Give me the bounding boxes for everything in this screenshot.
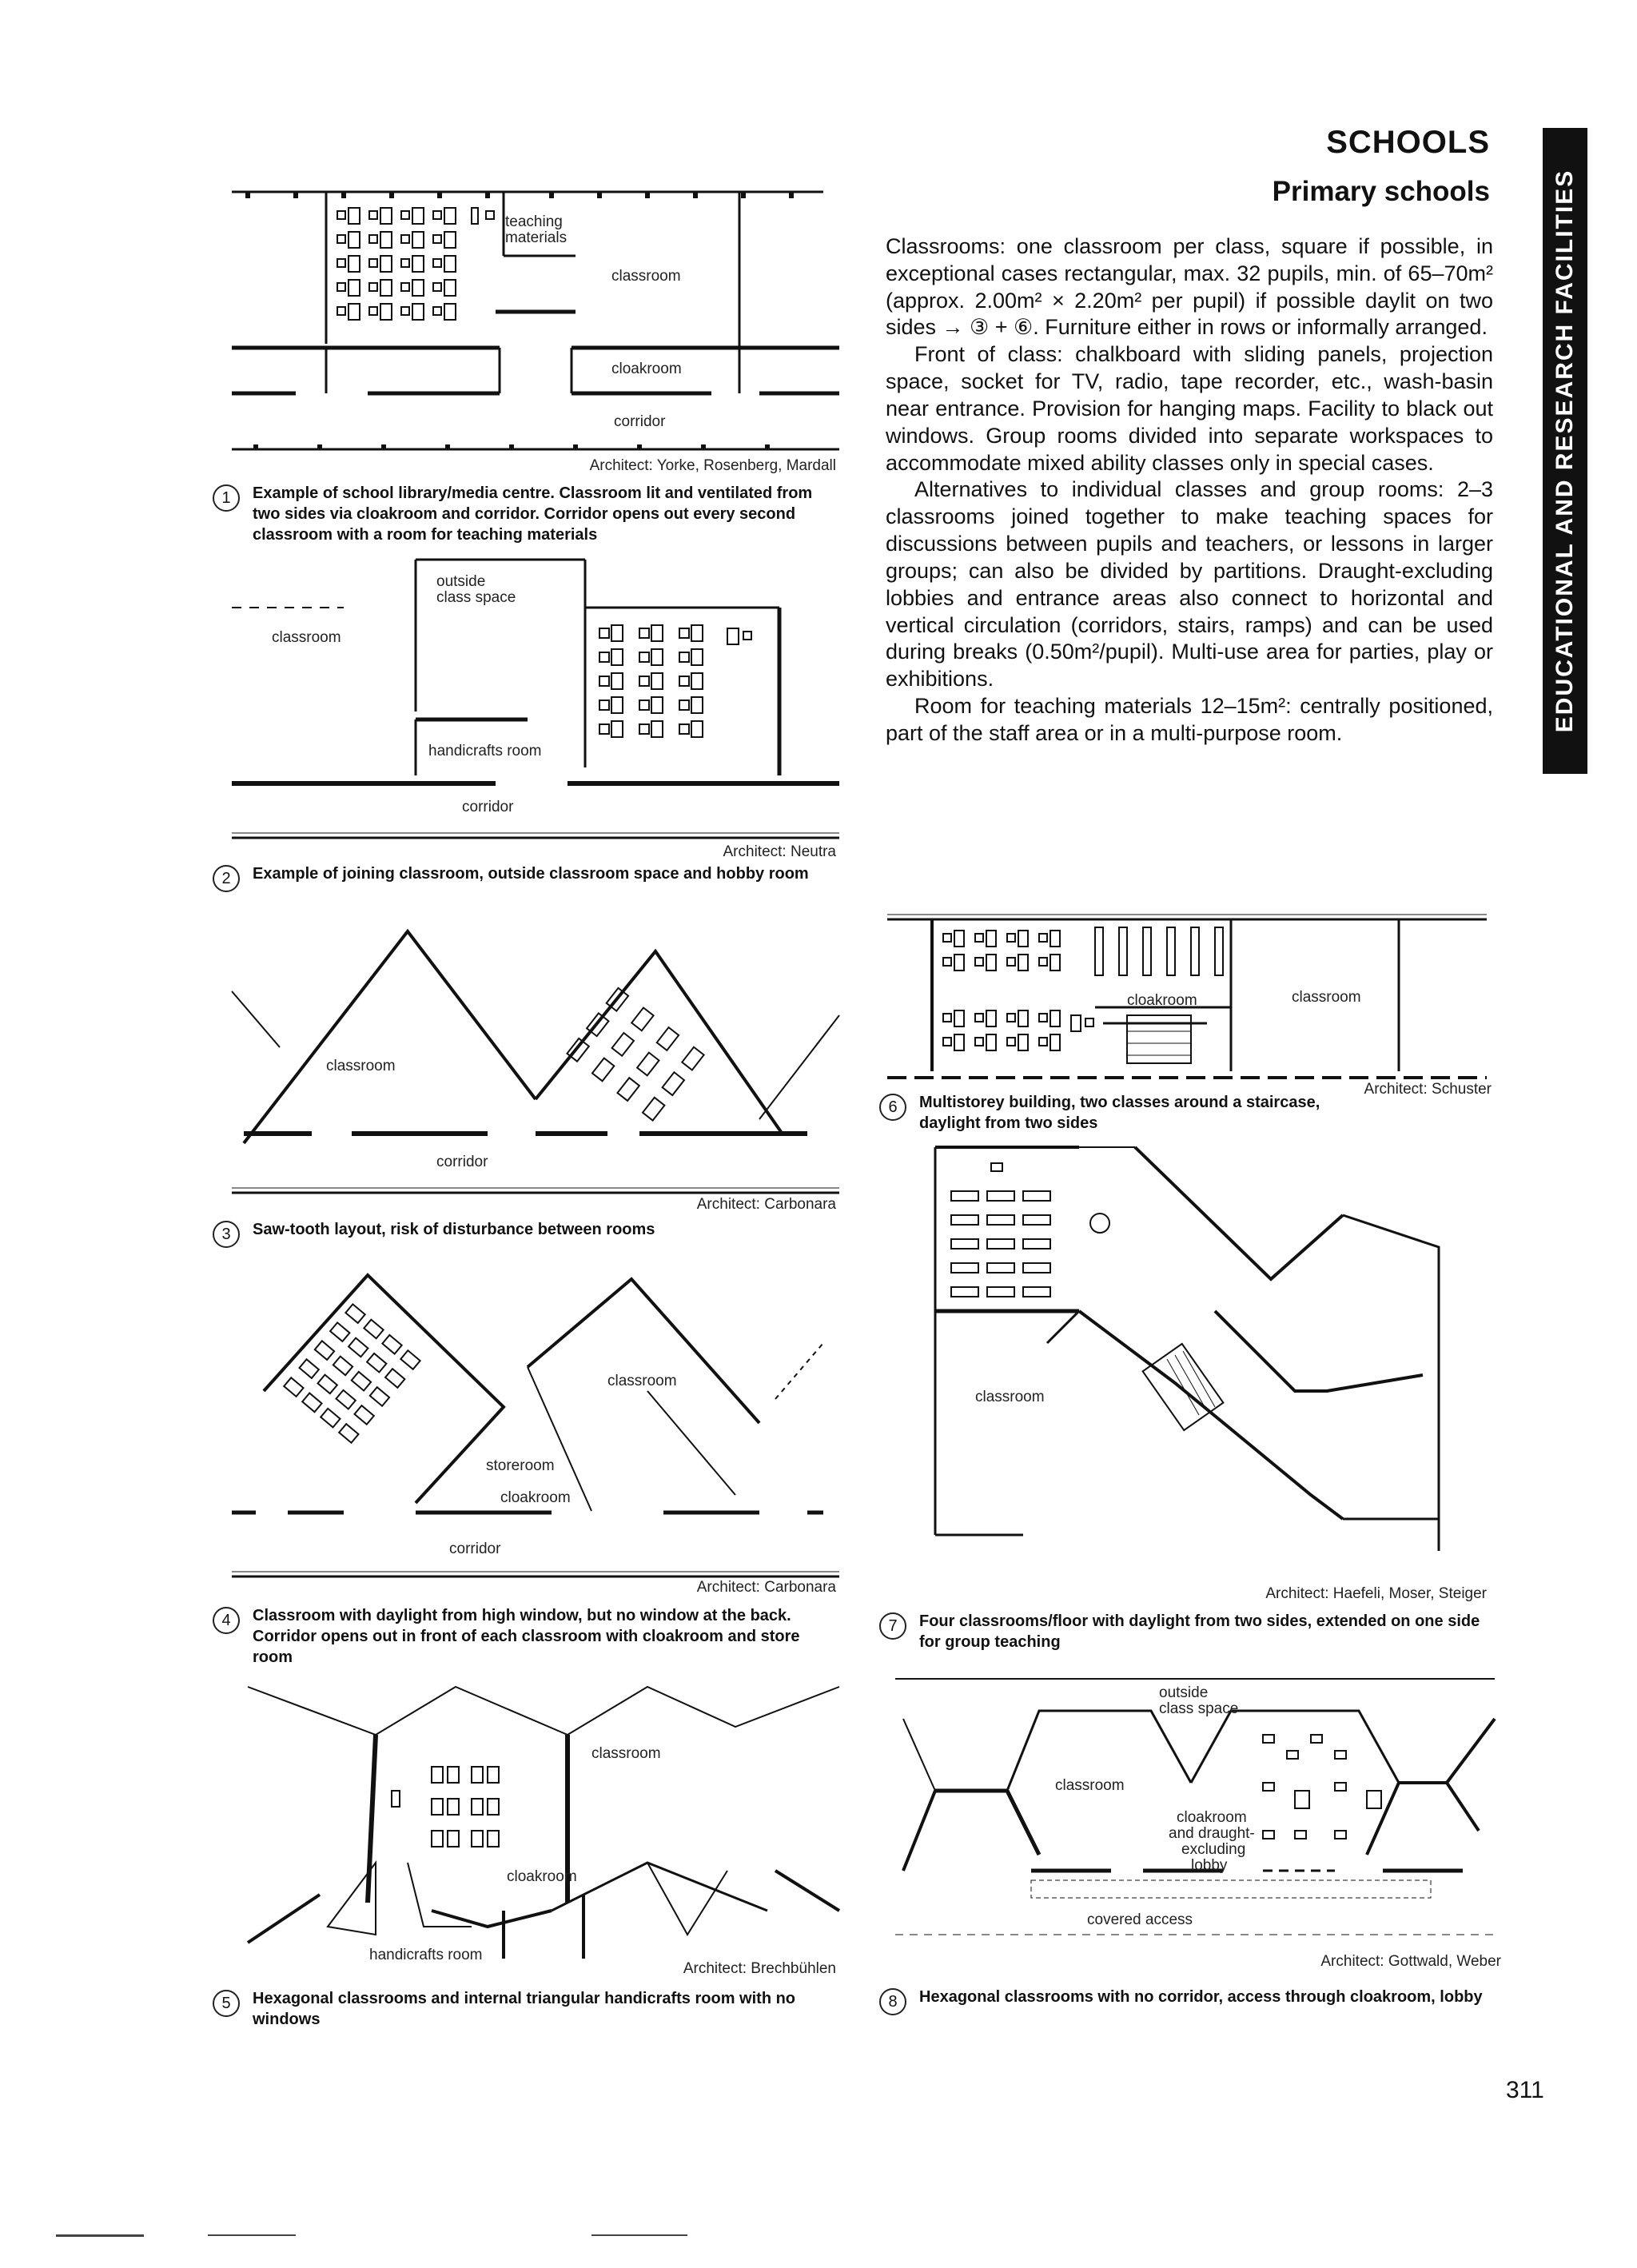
label-classroom: classroom: [975, 1389, 1045, 1405]
figure-1-caption: [213, 483, 844, 545]
label-outside: outside: [1159, 1684, 1209, 1701]
label-lobby: lobby: [1191, 1857, 1228, 1874]
label-classroom: classroom: [1055, 1777, 1125, 1794]
label-class-space: class space: [1159, 1700, 1239, 1717]
caption-text: Example of joining classroom, outside classroom space and hobby room: [253, 865, 809, 883]
label-handicrafts: handicrafts room: [369, 1947, 483, 1963]
label-materials: materials: [505, 229, 568, 246]
label-corridor: corridor: [449, 1541, 501, 1557]
figure-6-architect: Architect: Schuster: [1364, 1081, 1492, 1098]
paragraph: Front of class: chalkboard with sliding panels, projection space, socket for TV, radio, tape recorder, etc., wash-basin near entrance. Provision for hanging maps. Facility to black out windows. Group rooms divided into separate workspaces to accommodate mixed ability classes only in special cases.: [886, 342, 1493, 475]
page-number: 311: [1506, 2077, 1544, 2103]
figure-2-architect: Architect: Neutra: [723, 843, 836, 860]
figure-4-caption: [213, 1605, 844, 1668]
figure-4-drawing: [232, 1263, 839, 1583]
figure-8-architect: Architect: Gottwald, Weber: [1320, 1953, 1501, 1970]
figure-number: 5: [213, 1990, 240, 2017]
figure-5-architect: Architect: Brechbühlen: [683, 1960, 836, 1977]
label-teaching: teaching: [505, 213, 563, 230]
figure-1-plan: [232, 184, 839, 456]
figure-number: 3: [213, 1221, 240, 1248]
figure-2-plan: [232, 552, 839, 847]
caption-text: Example of school library/media centre. Classroom lit and ventilated from two sides via cloakroom and corridor. Corridor opens out every second classroom with a room for teaching materials: [253, 484, 813, 544]
label-corridor: corridor: [462, 799, 514, 815]
page-subtitle: Primary schools: [1272, 176, 1490, 207]
caption-text: Hexagonal classrooms with no corridor, access through cloakroom, lobby: [919, 1988, 1483, 2006]
figure-4-architect: Architect: Carbonara: [696, 1579, 836, 1596]
figure-number: 8: [879, 1988, 906, 2015]
label-classroom: classroom: [1292, 989, 1361, 1006]
caption-text: Multistorey building, two classes around a staircase, daylight from two sides: [919, 1094, 1320, 1132]
figure-5-plan: [232, 1671, 839, 1975]
figure-3-plan: [232, 927, 839, 1199]
section-tab-label: EDUCATIONAL AND RESEARCH FACILITIES: [1551, 169, 1578, 733]
figure-6-caption: [879, 1092, 1327, 1134]
label-corridor: corridor: [614, 413, 666, 430]
label-cloakroom: cloakroom: [500, 1489, 571, 1506]
figure-7-drawing: [895, 1135, 1455, 1567]
label-cloakroom: cloakroom: [1177, 1809, 1247, 1826]
figure-4-plan: [232, 1263, 839, 1583]
figure-7-caption: [879, 1611, 1487, 1652]
figure-number: 6: [879, 1094, 906, 1121]
paragraph: Alternatives to individual classes and group rooms: 2–3 classrooms joined together to make teaching spaces for discussions between pupils and teachers, or lessons in larger groups; can also be divided by partitions. Draught-excluding lobbies and entrance areas also connect to horizontal and vertical circulation (corridors, stairs, ramps) and can be used during breaks (0.50m²/pupil). Multi-use area for parties, play or exhibitions.: [886, 477, 1493, 692]
section-tab: [1543, 128, 1587, 774]
figure-number: 7: [879, 1612, 906, 1640]
figure-3-caption: [213, 1219, 844, 1248]
figure-3-drawing: [232, 927, 839, 1199]
label-outside: outside: [436, 573, 486, 590]
page-title: SCHOOLS: [1326, 125, 1490, 160]
figure-3-architect: Architect: Carbonara: [696, 1196, 836, 1213]
label-class-space: class space: [436, 589, 516, 606]
figure-number: 1: [213, 484, 240, 512]
figure-8-plan: [887, 1671, 1503, 1959]
paragraph: Classrooms: one classroom per class, square if possible, in exceptional cases rectangular, max. 32 pupils, min. of 65–70m² (approx. 2.00m² × 2.20m² per pupil) if possible daylit on two sides → ③ + ⑥. Furniture either in rows or informally arranged.: [886, 234, 1493, 340]
body-text: [886, 233, 1493, 747]
label-storeroom: storeroom: [486, 1457, 555, 1474]
figure-7-architect: Architect: Haefeli, Moser, Steiger: [1265, 1585, 1487, 1602]
scan-edge-mark: [208, 2234, 296, 2236]
label-classroom: classroom: [591, 1745, 661, 1762]
caption-text: Hexagonal classrooms and internal triangular handicrafts room with no windows: [253, 1990, 796, 2028]
figure-2-caption: [213, 863, 844, 892]
caption-text: Classroom with daylight from high window, but no window at the back. Corridor opens out in front of each classroom with cloakroom and store room: [253, 1607, 800, 1666]
caption-text: Saw-tooth layout, risk of disturbance between rooms: [253, 1221, 655, 1238]
figure-5-drawing: [232, 1671, 839, 1975]
figure-6-plan: [887, 911, 1495, 1087]
label-excluding: excluding: [1181, 1841, 1246, 1858]
paragraph: Room for teaching materials 12–15m²: centrally positioned, part of the staff area or in a multi-purpose room.: [886, 694, 1493, 745]
label-classroom: classroom: [611, 268, 681, 285]
figure-2-drawing: [232, 552, 839, 847]
label-cloakroom: cloakroom: [507, 1868, 577, 1885]
figure-7-plan: [895, 1135, 1455, 1567]
label-covered-access: covered access: [1087, 1911, 1193, 1928]
figure-5-caption: [213, 1988, 844, 2030]
figure-8-caption: [879, 1987, 1487, 2015]
label-cloakroom: cloakroom: [1127, 992, 1197, 1009]
label-classroom: classroom: [607, 1373, 677, 1389]
label-classroom: classroom: [326, 1058, 396, 1074]
scan-edge-mark: [591, 2234, 687, 2236]
label-draught: and draught-: [1169, 1825, 1255, 1842]
caption-text: Four classrooms/floor with daylight from two sides, extended on one side for group teaching: [919, 1612, 1480, 1651]
label-classroom: classroom: [272, 629, 341, 646]
scan-edge-mark: [56, 2234, 144, 2237]
label-cloakroom: cloakroom: [611, 361, 682, 377]
label-handicrafts: handicrafts room: [428, 743, 542, 759]
figure-1-architect: Architect: Yorke, Rosenberg, Mardall: [589, 457, 836, 474]
figure-number: 4: [213, 1607, 240, 1634]
figure-number: 2: [213, 865, 240, 892]
label-corridor: corridor: [436, 1154, 488, 1170]
